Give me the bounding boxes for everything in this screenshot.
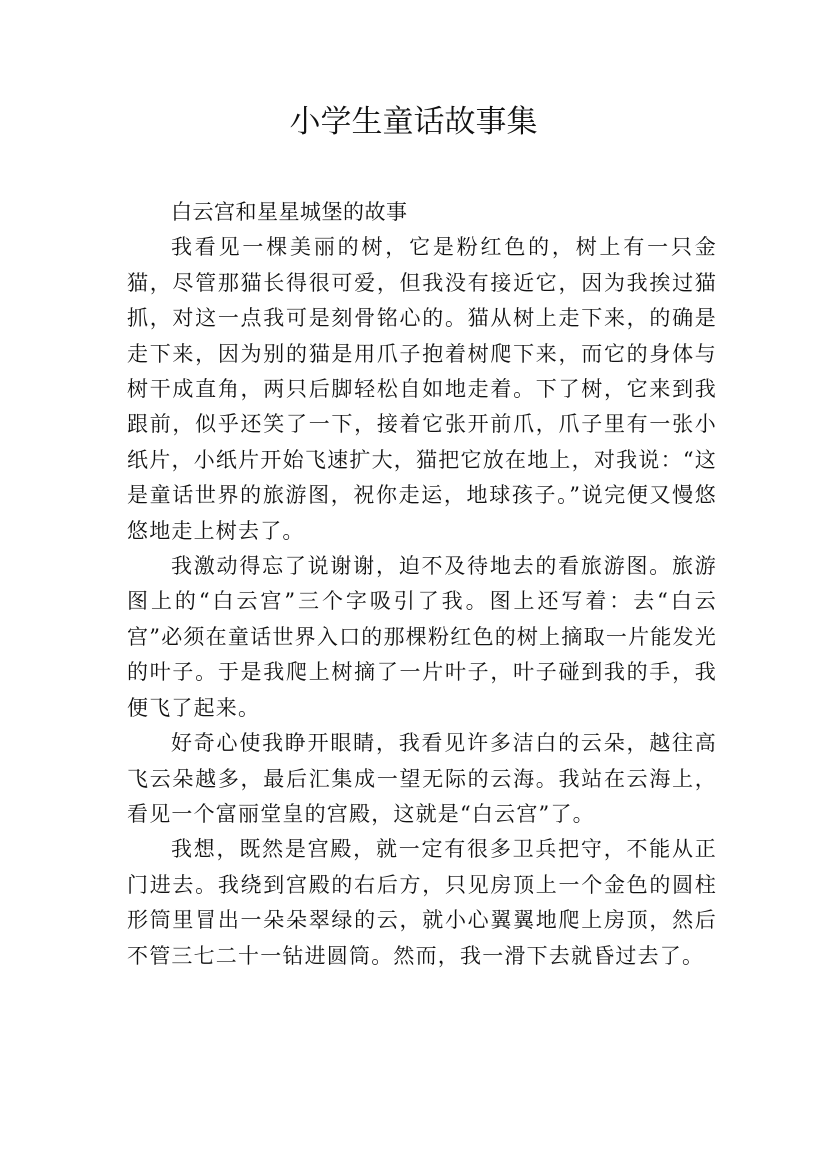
paragraph-4: 我想，既然是宫殿，就一定有很多卫兵把守，不能从正门进去。我绕到宫殿的右后方，只见房顶上一个金色的圆柱形筒里冒出一朵朵翠绿的云，就小心翼翼地爬上房顶，然后不管三七二十一钻进圆筒。然而，我一滑下去就昏过去了。 [127, 837, 717, 968]
paragraph-3: 好奇心使我睁开眼睛，我看见许多洁白的云朵，越往高飞云朵越多，最后汇集成一望无际的云海。我站在云海上，看见一个富丽堂皇的宫殿，这就是“白云宫”了。 [127, 731, 717, 826]
paragraph-2: 我激动得忘了说谢谢，迫不及待地去的看旅游图。旅游图上的“白云宫”三个字吸引了我。图上还写着：去“白云宫”必须在童话世界入口的那棵粉红色的树上摘取一片能发光的叶子。于是我爬上树摘了一片叶子，叶子碰到我的手，我便飞了起来。 [127, 554, 717, 720]
document-body [127, 195, 717, 974]
paragraph-1: 我看见一棵美丽的树，它是粉红色的，树上有一只金猫，尽管那猫长得很可爱，但我没有接近它，因为我挨过猫抓，对这一点我可是刻骨铭心的。猫从树上走下来，的确是走下来，因为别的猫是用爪子抱着树爬下来，而它的身体与树干成直角，两只后脚轻松自如地走着。下了树，它来到我跟前，似乎还笑了一下，接着它张开前爪，爪子里有一张小纸片，小纸片开始飞速扩大，猫把它放在地上，对我说：“这是童话世界的旅游图，祝你走运，地球孩子。”说完便又慢悠悠地走上树去了。 [127, 235, 717, 543]
story-title: 白云宫和星星城堡的故事 [171, 200, 408, 224]
document-title: 小学生童话故事集 [289, 104, 538, 140]
